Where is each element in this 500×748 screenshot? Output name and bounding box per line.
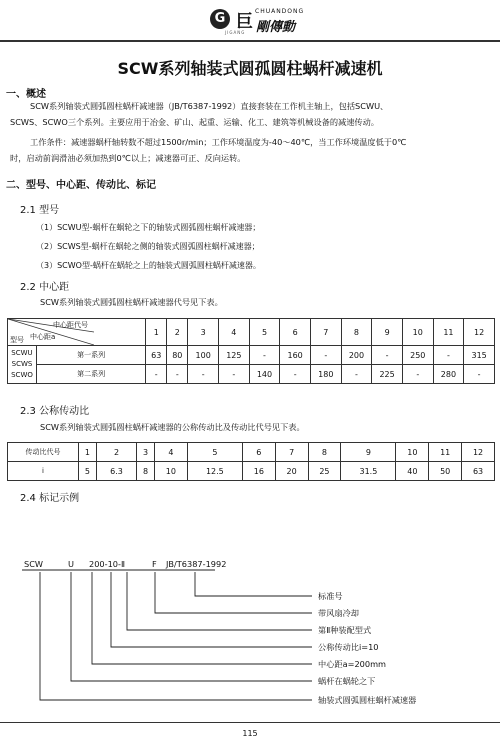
table-cell: - [280,365,311,384]
page-title: SCW系列轴装式圆孤圆柱蜗杆减速机 [117,59,383,78]
table-cell: 11 [433,319,464,346]
series-label: 第一系列 [37,346,146,365]
table-cell: 180 [310,365,341,384]
example-part-cooling: F [152,559,157,569]
table-cell: 1 [146,319,167,346]
table-cell: - [219,365,250,384]
table-cell: 6.3 [96,462,136,481]
table-cell: 140 [249,365,280,384]
marking-label: 中心距a=200mm [318,659,387,669]
table-cell: - [146,365,167,384]
table-cell: 3 [188,319,219,346]
table-cell: 7 [310,319,341,346]
table-cell: 125 [219,346,250,365]
table-cell: 6 [280,319,311,346]
marking-label: 蜗杆在蜗轮之下 [318,676,376,686]
table-cell: 31.5 [341,462,396,481]
table-cell: 9 [372,319,403,346]
table-cell: 25 [308,462,341,481]
table-cell: 225 [372,365,403,384]
table-cell: - [167,365,188,384]
series-label: 第二系列 [37,365,146,384]
marking-label: 轴装式圆弧圆柱蜗杆减速器 [318,695,417,705]
table-cell: 250 [402,346,433,365]
table-cell: 16 [242,462,275,481]
table-cell: 20 [275,462,308,481]
table-cell: 10 [154,462,187,481]
table-cell: - [310,346,341,365]
subsection-2-4-heading: 2.4 标记示例 [20,493,80,504]
example-part-series: SCW [24,559,44,569]
table-cell: 7 [275,443,308,462]
subsection-2-3-heading: 2.3 公称传动比 [20,406,90,417]
table-cell: 10 [396,443,429,462]
header-model: 型号 [10,336,24,344]
table-cell: 3 [137,443,155,462]
section-heading-overview: 一、概述 [6,89,46,100]
example-part-standard: JB/T6387-1992 [166,559,227,569]
table-cell: 50 [429,462,462,481]
table-cell: - [249,346,280,365]
center-distance-note: SCW系列轴装式圆弧圆柱蜗杆减速器代号见下表。 [40,297,223,307]
table-cell: 6 [242,443,275,462]
overview-paragraph-line-1: SCW系列轴装式圆弧圆柱蜗杆减速器（JB/T6387-1992）直接套装在工作机主轴上，包括SCWU、 [30,101,389,111]
table-cell: - [402,365,433,384]
table-cell: 2 [96,443,136,462]
table-cell: 63 [146,346,167,365]
table-cell: 10 [402,319,433,346]
table-cell: 9 [341,443,396,462]
table-cell: - [433,346,464,365]
table-cell: 8 [308,443,341,462]
overview-paragraph-line-2: SCWS、SCWO三个系列。主要应用于冶金、矿山、起重、运输、化工、建筑等机械设备的减速传动。 [10,117,379,127]
header-center-code: 中心距代号 [53,321,88,329]
table-cell: 160 [280,346,311,365]
table-cell: 4 [154,443,187,462]
conditions-paragraph-line-2: 时，启动前润滑油必须加热到0℃以上；减速器可正、反向运转。 [10,153,246,163]
marking-label: 标准号 [318,591,343,601]
table-cell: 2 [167,319,188,346]
table-cell: 100 [188,346,219,365]
table-cell: - [464,365,495,384]
footer-divider [0,722,500,723]
table-cell: 63 [462,462,495,481]
example-part-spec: 200-10-Ⅱ [89,559,125,569]
marking-label: 第Ⅱ种装配型式 [318,625,372,635]
table-cell: 200 [341,346,372,365]
conditions-paragraph-line-1: 工作条件：减速器蜗杆轴转数不超过1500r/min；工作环境温度为-40～40℃，当工作环境温度低于0℃ [30,137,407,147]
table-cell: 12 [464,319,495,346]
company-logo-mark: G [210,9,230,29]
model-name: SCWU [11,349,33,357]
company-logo-english: CHUANDONG [255,8,305,15]
row-label: i [8,462,79,481]
table-cell: 8 [341,319,372,346]
table-cell: 4 [219,319,250,346]
model-list-item: （3）SCWO型-蜗杆在蜗轮之上的轴装式圆弧圆柱蜗杆减速器。 [36,261,261,270]
table-cell: 5 [187,443,242,462]
table-cell: 80 [167,346,188,365]
model-name: SCWO [11,371,33,379]
company-logo-calligraphy: 剛傳動 [256,20,296,35]
subsection-2-2-heading: 2.2 中心距 [20,282,70,293]
page-number: 115 [242,729,258,738]
table-cell: - [188,365,219,384]
marking-label: 带风扇冷却 [318,608,359,618]
table-cell: 1 [79,443,97,462]
table-cell: 40 [396,462,429,481]
marking-label: 公称传动比i=10 [318,642,379,652]
table-cell: 315 [464,346,495,365]
table-cell: 5 [79,462,97,481]
model-name: SCWS [11,360,33,368]
table-cell: 5 [249,319,280,346]
section-heading-models: 二、型号、中心距、传动比、标记 [6,180,156,191]
model-list-item: （2）SCWS型-蜗杆在蜗轮之侧的轴装式圆弧圆柱蜗杆减速器； [36,242,260,251]
subsection-2-1-heading: 2.1 型号 [20,205,60,216]
table-cell: 280 [433,365,464,384]
table-cell: - [372,346,403,365]
table-cell: - [341,365,372,384]
table-cell: 12 [462,443,495,462]
row-label: 传动比代号 [8,443,79,462]
company-logo-subtext: JIGANG [225,30,246,35]
example-part-type: U [68,559,74,569]
ratio-note: SCW系列轴装式圆弧圆柱蜗杆减速器的公称传动比及传动比代号见下表。 [40,422,305,432]
company-logo-text: 巨 [236,12,254,32]
model-list-item: （1）SCWU型-蜗杆在蜗轮之下的轴装式圆弧圆柱蜗杆减速器； [36,223,261,232]
table-cell: 11 [429,443,462,462]
table-cell: 8 [137,462,155,481]
header-center-distance: 中心距a [30,333,56,341]
table-cell: 12.5 [187,462,242,481]
